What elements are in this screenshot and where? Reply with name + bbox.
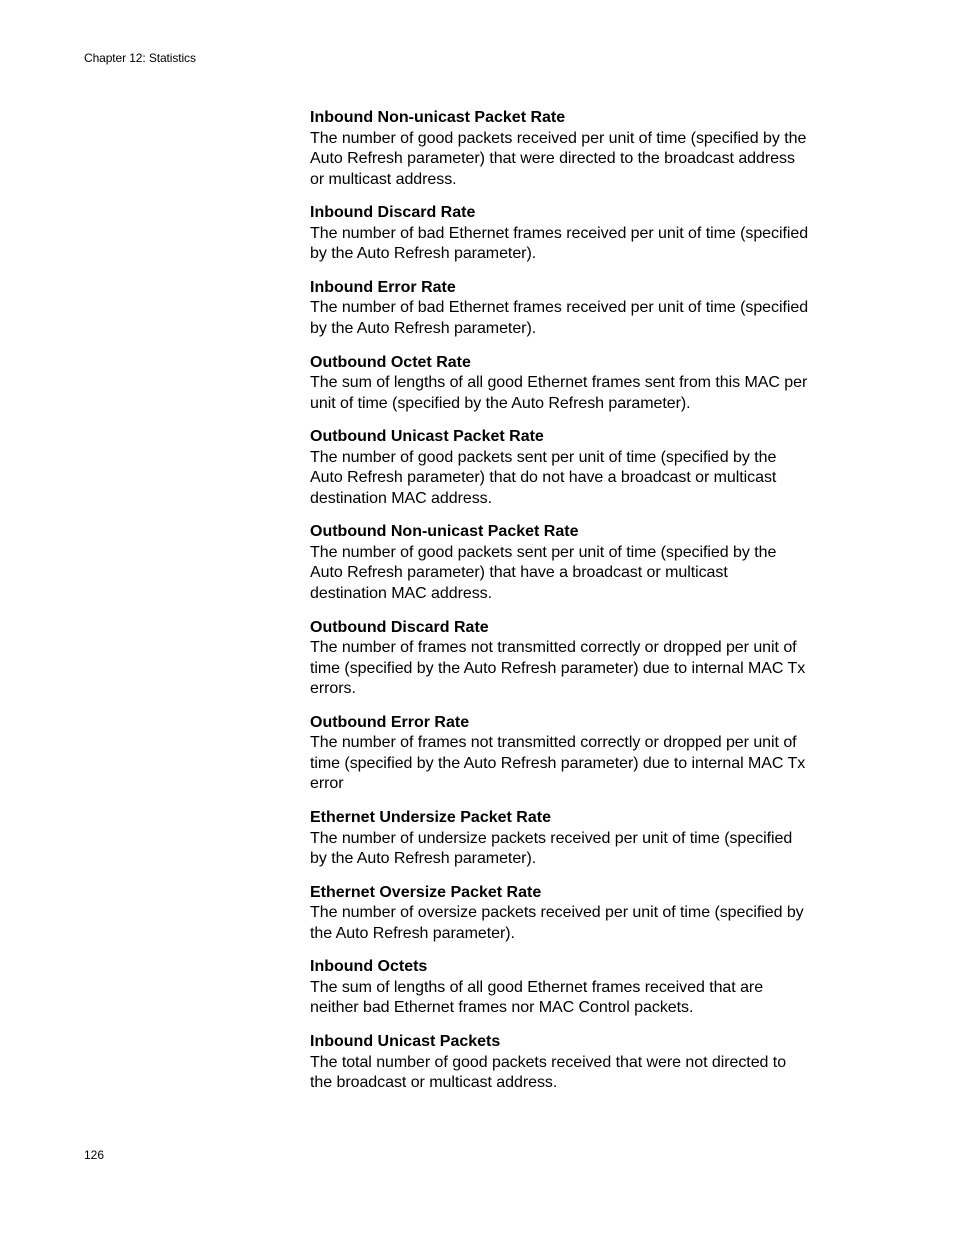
definition-term: Inbound Error Rate (310, 278, 456, 296)
definition-description-line: The number of good packets received per unit of time (specified by the (310, 129, 807, 147)
definition-description-line: errors. (310, 680, 356, 698)
definition-entry (310, 618, 850, 700)
definition-description-line: neither bad Ethernet frames nor MAC Control packets. (310, 999, 694, 1017)
definition-term: Outbound Discard Rate (310, 618, 489, 636)
definition-description-line: The number of undersize packets received per unit of time (specified (310, 829, 793, 847)
definition-description-line: The number of bad Ethernet frames received per unit of time (specified (310, 224, 809, 242)
definition-description-line: time (specified by the Auto Refresh parameter) due to internal MAC Tx (310, 659, 806, 677)
definition-entry (310, 1032, 850, 1094)
definition-term: Outbound Octet Rate (310, 353, 471, 371)
definition-entry (310, 522, 850, 604)
definition-description-line: Auto Refresh parameter) that were directed to the broadcast address (310, 150, 795, 167)
definition-description-line: time (specified by the Auto Refresh parameter) due to internal MAC Tx (310, 754, 806, 772)
definition-description-line: The number of good packets sent per unit of time (specified by the (310, 543, 777, 561)
definition-description-line: by the Auto Refresh parameter). (310, 850, 537, 867)
definition-entry (310, 808, 850, 870)
definition-term: Outbound Non-unicast Packet Rate (310, 523, 579, 541)
definition-description-line: by the Auto Refresh parameter). (310, 245, 537, 263)
definition-description-line: The sum of lengths of all good Ethernet frames sent from this MAC per (310, 374, 808, 392)
definition-description-line: unit of time (specified by the Auto Refresh parameter). (310, 394, 691, 412)
definition-description-line: The number of frames not transmitted correctly or dropped per unit of (310, 639, 797, 657)
definition-description-line: Auto Refresh parameter) that do not have a broadcast or multicast (310, 469, 777, 487)
definition-entry (310, 957, 850, 1019)
definition-term: Ethernet Oversize Packet Rate (310, 883, 542, 901)
definition-term: Outbound Error Rate (310, 713, 470, 731)
definition-description-line: The number of frames not transmitted correctly or dropped per unit of (310, 734, 797, 752)
definition-description-line: The number of good packets sent per unit of time (specified by the (310, 448, 777, 466)
definition-term: Inbound Discard Rate (310, 204, 476, 222)
definition-term: Inbound Octets (310, 958, 428, 976)
definition-entry (310, 713, 850, 795)
definition-description-line: error (310, 775, 344, 793)
definition-entry (310, 203, 850, 265)
definition-term: Inbound Unicast Packets (310, 1033, 501, 1051)
definition-entry (310, 108, 850, 190)
definition-description-line: or multicast address. (310, 170, 457, 188)
definition-description-line: The sum of lengths of all good Ethernet frames received that are (310, 978, 764, 996)
definition-description-line: the Auto Refresh parameter). (310, 924, 515, 942)
page-number: 126 (84, 1148, 105, 1162)
definition-list (310, 108, 850, 1107)
definition-term: Outbound Unicast Packet Rate (310, 428, 544, 446)
definition-entry (310, 353, 850, 415)
definition-description-line: destination MAC address. (310, 489, 493, 507)
definition-entry (310, 883, 850, 945)
definition-entry (310, 427, 850, 509)
definition-description-line: destination MAC address. (310, 584, 493, 602)
definition-term: Inbound Non-unicast Packet Rate (310, 109, 566, 126)
definition-description-line: Auto Refresh parameter) that have a broadcast or multicast (310, 564, 728, 582)
running-header: Chapter 12: Statistics (84, 51, 196, 65)
definition-term: Ethernet Undersize Packet Rate (310, 809, 551, 826)
definition-entry (310, 278, 850, 340)
definition-description-line: The number of bad Ethernet frames received per unit of time (specified (310, 299, 809, 317)
definition-description-line: the broadcast or multicast address. (310, 1074, 558, 1092)
definition-description-line: by the Auto Refresh parameter). (310, 319, 537, 337)
definition-description-line: The total number of good packets received that were not directed to (310, 1053, 787, 1071)
definition-description-line: The number of oversize packets received per unit of time (specified by (310, 904, 804, 922)
